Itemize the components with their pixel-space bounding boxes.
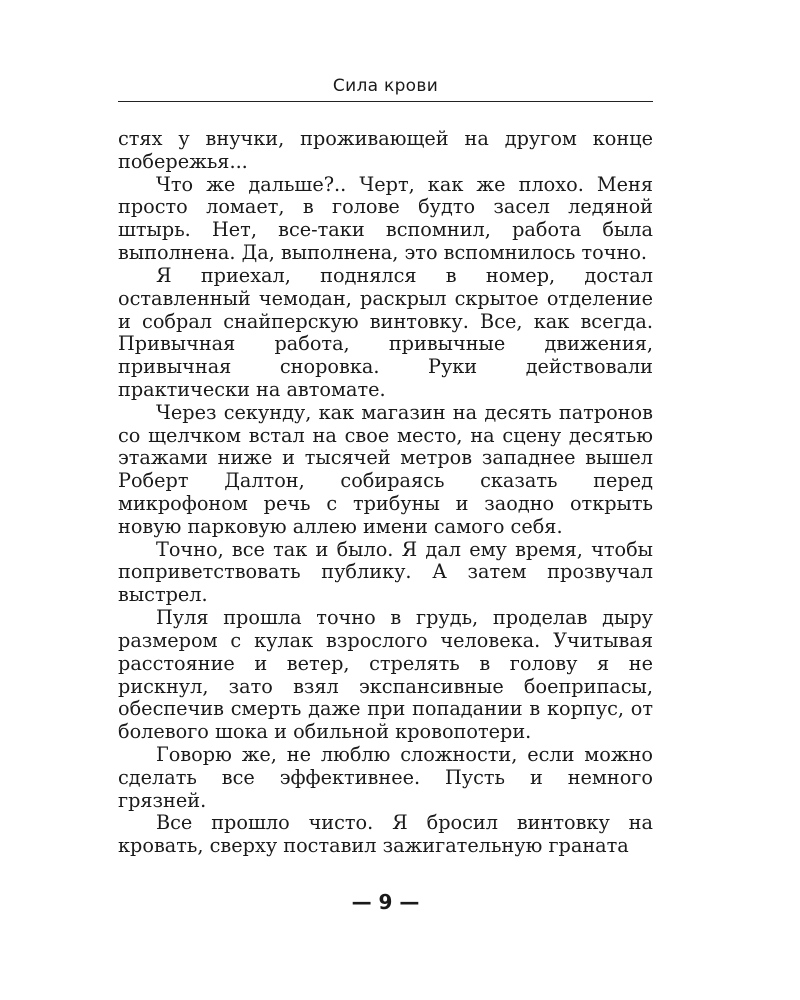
body-text — [118, 128, 653, 858]
paragraph: Я приехал, поднялся в номер, достал оставленный чемодан, раскрыл скрытое отделение и собрал снайперскую винтовку. Все, как всегда. Привычная работа, привычные движения, привычная сноровка. Руки действовали практически на автомате. — [118, 263, 653, 401]
running-head: Сила крови — [332, 76, 439, 96]
page-number: — 9 — — [351, 890, 420, 914]
paragraph: Все прошло чисто. Я бросил винтовку на кровать, сверху поставил зажигательную граната — [118, 811, 653, 858]
paragraph: стях у внучки, проживающей на другом конце побережья... — [118, 127, 653, 173]
header-rule — [118, 101, 653, 102]
paragraph: Через секунду, как магазин на десять патронов со щелчком встал на свое место, на сцену десятью этажами ниже и тысячей метров западнее вышел Роберт Далтон, собираясь сказать перед микрофоном речь с трибуны и заодно открыть новую парковую аллею имени самого себя. — [118, 400, 653, 538]
paragraph: Говорю же, не люблю сложности, если можно сделать все эффективнее. Пусть и немного грязней. — [118, 742, 653, 812]
paragraph: Точно, все так и было. Я дал ему время, чтобы поприветствовать публику. А затем прозвучал выстрел. — [118, 537, 653, 607]
paragraph: Что же дальше?.. Черт, как же плохо. Меня просто ломает, в голове будто засел ледяной штырь. Нет, все-таки вспомнил, работа была выполнена. Да, выполнена, это вспомнилось точно. — [118, 172, 653, 265]
paragraph: Пуля прошла точно в грудь, проделав дыру размером с кулак взрослого человека. Учитывая расстояние и ветер, стрелять в голову я не рискнул, зато взял экспансивные боеприпасы, обеспечив смерть даже при попадании в корпус, от болевого шока и обильной кровопотери. — [118, 606, 653, 744]
